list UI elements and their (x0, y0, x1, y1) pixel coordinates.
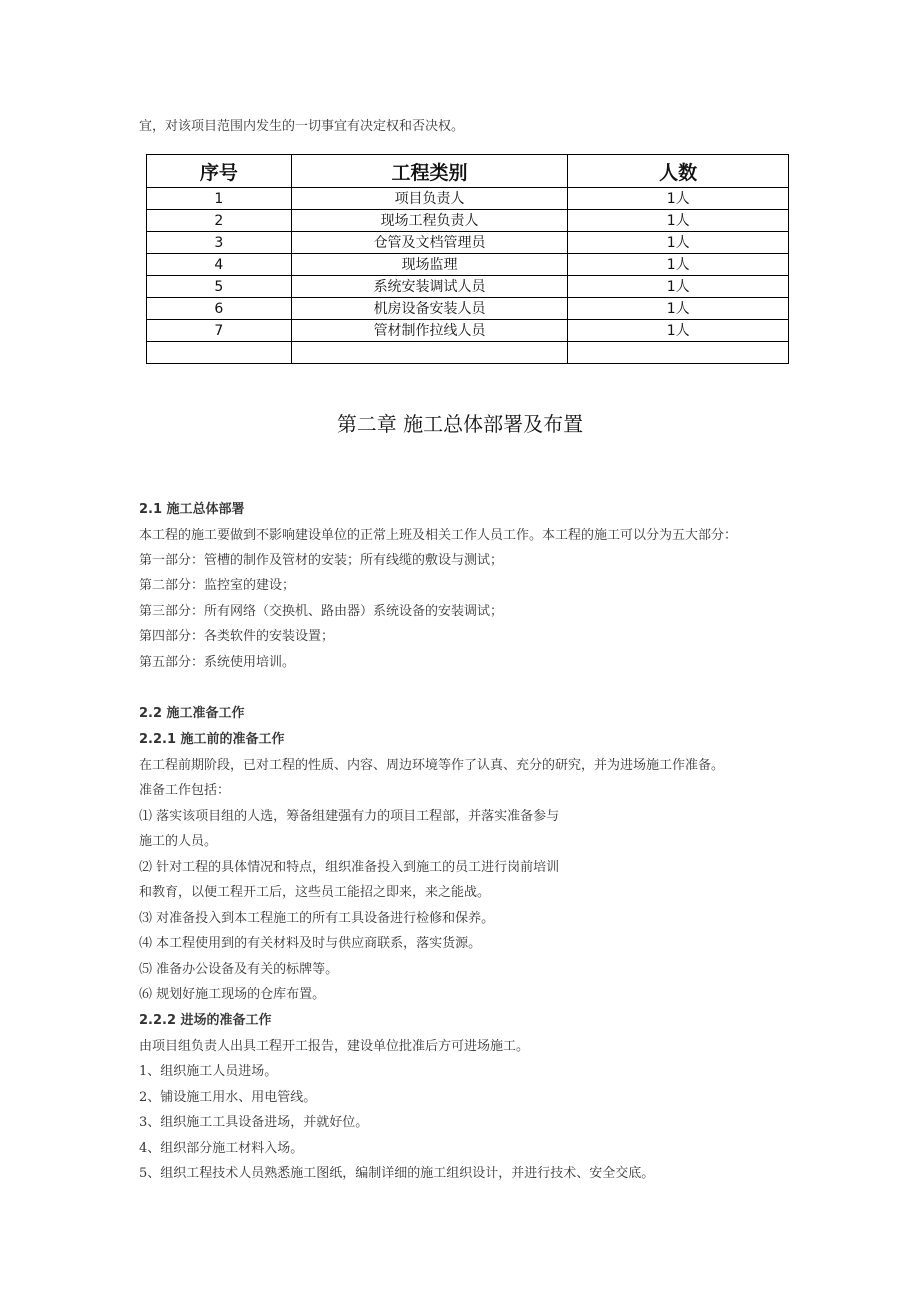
header-category: 工程类别 (291, 155, 568, 188)
list-item: ⑴ 落实该项目组的人选，筹备组建强有力的项目工程部，并落实准备参与 (139, 809, 560, 824)
paragraph-line: 第四部分：各类软件的安装设置； (139, 629, 335, 644)
paragraph-line: 第三部分：所有网络（交换机、路由器）系统设备的安装调试； (139, 604, 504, 619)
cell-serial: 6 (147, 298, 292, 320)
cell-category: 机房设备安装人员 (291, 298, 568, 320)
cell-count (568, 342, 789, 364)
cell-category: 项目负责人 (291, 188, 568, 210)
list-item-continuation: 和教育，以便工程开工后，这些员工能招之即来，来之能战。 (139, 885, 491, 900)
section-heading-2-1: 2.1 施工总体部署 (139, 502, 245, 517)
cell-category: 系统安装调试人员 (291, 276, 568, 298)
subsection-heading-2-2-2: 2.2.2 进场的准备工作 (139, 1013, 272, 1028)
table-row (147, 188, 789, 210)
table-row (147, 276, 789, 298)
cell-serial: 2 (147, 210, 292, 232)
cell-category: 现场监理 (291, 254, 568, 276)
cell-count: 1人 (568, 276, 789, 298)
cell-serial: 3 (147, 232, 292, 254)
chapter-title: 第二章 施工总体部署及布置 (336, 412, 584, 436)
list-item-continuation: 施工的人员。 (139, 834, 218, 849)
cell-serial: 7 (147, 320, 292, 342)
list-item: 2、铺设施工用水、用电管线。 (139, 1090, 317, 1105)
cell-serial: 5 (147, 276, 292, 298)
staff-table (146, 154, 789, 364)
list-item: 1、组织施工人员进场。 (139, 1064, 278, 1079)
table-row-empty (147, 342, 789, 364)
cell-category: 现场工程负责人 (291, 210, 568, 232)
cell-category (291, 342, 568, 364)
cell-count: 1人 (568, 188, 789, 210)
paragraph-line: 由项目组负责人出具工程开工报告，建设单位批准后方可进场施工。 (139, 1039, 530, 1054)
header-serial: 序号 (147, 155, 292, 188)
subsection-heading-2-2-1: 2.2.1 施工前的准备工作 (139, 732, 285, 747)
list-item: ⑵ 针对工程的具体情况和特点，组织准备投入到施工的员工进行岗前培训 (139, 860, 560, 875)
header-count: 人数 (568, 155, 789, 188)
table-row (147, 232, 789, 254)
table-header-row (147, 155, 789, 188)
cell-count: 1人 (568, 254, 789, 276)
paragraph-line: 第五部分：系统使用培训。 (139, 655, 296, 670)
paragraph-line: 第二部分：监控室的建设； (139, 578, 296, 593)
list-item: ⑹ 规划好施工现场的仓库布置。 (139, 987, 326, 1002)
list-item: 4、组织部分施工材料入场。 (139, 1141, 304, 1156)
paragraph-line: 在工程前期阶段，已对工程的性质、内容、周边环境等作了认真、充分的研究，并为进场施工作准备。 (139, 758, 725, 773)
cell-count: 1人 (568, 320, 789, 342)
list-item: ⑶ 对准备投入到本工程施工的所有工具设备进行检修和保养。 (139, 911, 495, 926)
table-row (147, 298, 789, 320)
list-item: ⑷ 本工程使用到的有关材料及时与供应商联系，落实货源。 (139, 936, 482, 951)
cell-category: 管材制作拉线人员 (291, 320, 568, 342)
cell-serial: 1 (147, 188, 292, 210)
cell-serial: 4 (147, 254, 292, 276)
paragraph-line: 第一部分：管槽的制作及管材的安装；所有线缆的敷设与测试； (139, 553, 504, 568)
paragraph-line: 准备工作包括： (139, 783, 231, 798)
cell-serial (147, 342, 292, 364)
table-row (147, 210, 789, 232)
table-row (147, 320, 789, 342)
section-heading-2-2: 2.2 施工准备工作 (139, 706, 245, 721)
list-item: ⑸ 准备办公设备及有关的标牌等。 (139, 962, 339, 977)
paragraph-line: 本工程的施工要做到不影响建设单位的正常上班及相关工作人员工作。本工程的施工可以分为五大部分： (139, 528, 738, 543)
list-item: 3、组织施工工具设备进场，并就好位。 (139, 1115, 369, 1130)
cell-count: 1人 (568, 210, 789, 232)
cell-category: 仓管及文档管理员 (291, 232, 568, 254)
cell-count: 1人 (568, 298, 789, 320)
list-item: 5、组织工程技术人员熟悉施工图纸，编制详细的施工组织设计，并进行技术、安全交底。 (139, 1166, 655, 1181)
cell-count: 1人 (568, 232, 789, 254)
table-row (147, 254, 789, 276)
intro-line: 宜，对该项目范围内发生的一切事宜有决定权和否决权。 (139, 119, 465, 134)
